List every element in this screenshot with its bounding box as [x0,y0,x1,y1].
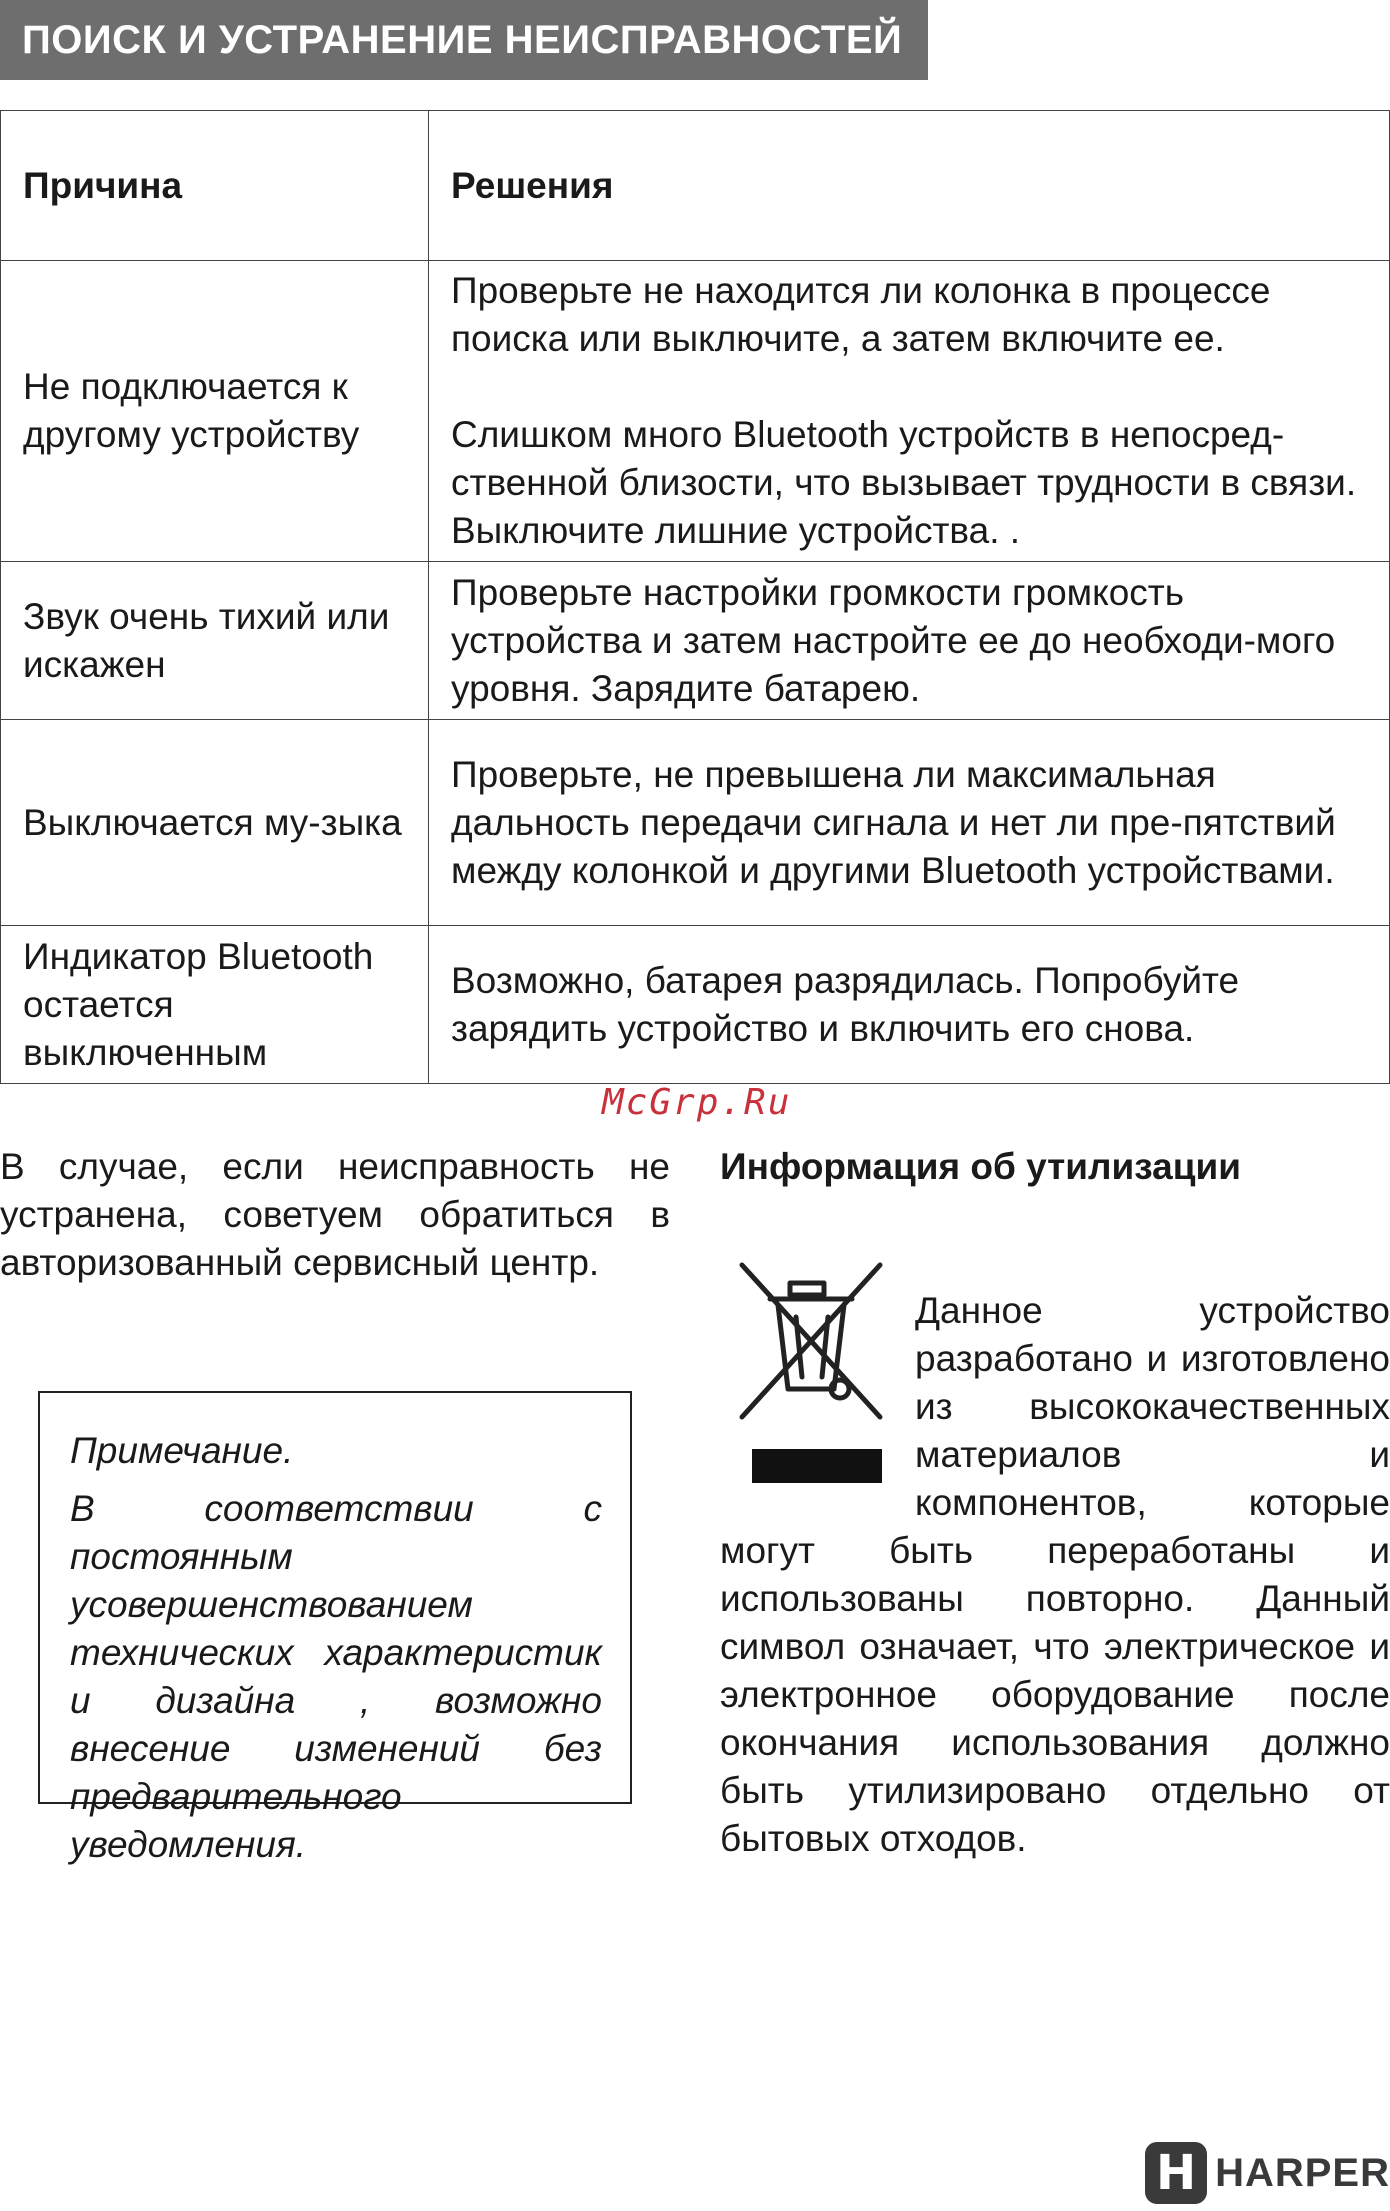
note-box [38,1391,632,1865]
crossed-out-wheelie-bin-icon [730,1261,900,1501]
cause-cell: Выключается му-зыка [1,720,429,926]
brand-logo [1145,2142,1390,2204]
table-row [1,261,1390,562]
cause-cell: Не подключается к другому устройству [1,261,429,562]
brand-mark: H [1145,2142,1207,2204]
solution-text: Проверьте, не превышена ли максимальная дальность передачи сигнала и нет ли пре-пятствий между колонкой и другими Bluetooth устройствами. [451,753,1336,891]
column-header-cause: Причина [1,111,429,261]
brand-name: HARPER [1215,2150,1390,2195]
solution-cell [429,562,1390,720]
disposal-title: Информация об утилизации [720,1146,1241,1187]
disposal-section [720,1143,1390,1863]
cause-cell: Звук очень тихий или искажен [1,562,429,720]
solution-text: Слишком много Bluetooth устройств в непосред-ственной близости, что вызывает трудности в связи. Выключите лишние устройства. . [451,414,1357,551]
solution-cell [429,926,1390,1084]
disposal-body: Данное устройство разработано и изготовлено из высококачественных материалов и компонентов, которые могут быть переработаны и использованы повторно. Данный символ означает, что электрическое и электронное оборудование после окончания использования должно быть утилизировано отдельно от бытовых отходов. [720,1290,1390,1859]
solution-text: Возможно, батарея разрядилась. Попробуйте зарядить устройство и включить его снова. [451,959,1240,1049]
solution-text: Проверьте настройки громкости громкость устройства и затем настройте ее до необходи-мого уровня. Зарядите батарею. [451,571,1336,709]
column-header-solution: Решения [429,111,1390,261]
note-body: В соответствии с постоянным усовершенствованием технических характеристик и дизайна , возможно внесение изменений без предварительного уведомления. [70,1488,602,1865]
solution-cell [429,261,1390,562]
note-title: Примечание. [70,1430,294,1471]
service-center-text: В случае, если неисправность не устранена, советуем обратиться в авторизованный сервисный центр. [0,1146,670,1283]
watermark: McGrp.Ru [602,1082,792,1123]
table-row [1,562,1390,720]
section-title: ПОИСК И УСТРАНЕНИЕ НЕИСПРАВНОСТЕЙ [0,0,928,80]
table-row [1,926,1390,1084]
solution-cell [429,720,1390,926]
table-row [1,720,1390,926]
solution-text: Проверьте не находится ли колонка в процессе поиска или выключите, а затем включите ее. [451,270,1271,359]
cause-cell: Индикатор Bluetooth остается выключенным [1,926,429,1084]
troubleshooting-table [0,110,1390,1084]
table-header-row [1,111,1390,261]
